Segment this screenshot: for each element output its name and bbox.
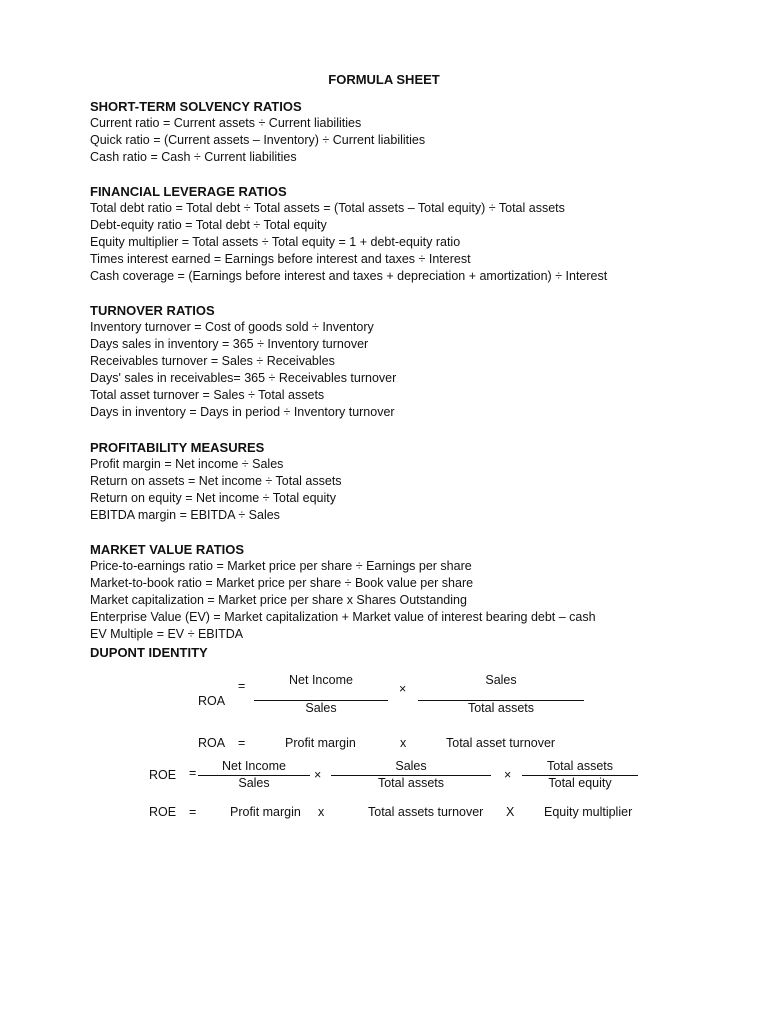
roe-denominator-total-assets: Total assets [377,776,444,790]
formula-line: Return on equity = Net income ÷ Total equity [90,491,337,505]
roa-equals-sign: = [238,736,246,750]
section-market-value [90,541,730,643]
section-short-term-solvency [90,98,730,166]
roe-denominator-sales: Sales [238,776,270,790]
formula-line: Total debt ratio = Total debt ÷ Total assets = (Total assets – Total equity) ÷ Total assets [90,201,565,215]
roa-total-asset-turnover: Total asset turnover [446,736,556,750]
roa-equals-sign: = [238,679,246,693]
formula-line: Receivables turnover = Sales ÷ Receivables [90,354,335,368]
roa-numerator-net-income: Net Income [289,673,353,687]
formula-line: Current ratio = Current assets ÷ Current liabilities [90,116,362,130]
section-financial-leverage [90,183,730,285]
formula-line: Cash coverage = (Earnings before interest and taxes + depreciation + amortization) ÷ Interest [90,269,608,283]
dupont-heading: DUPONT IDENTITY [90,645,208,660]
roe-times-sign: x [318,805,325,819]
section-heading: MARKET VALUE RATIOS [90,542,245,557]
formula-line: Debt-equity ratio = Total debt ÷ Total equity [90,218,327,232]
roe-total-assets-turnover: Total assets turnover [368,805,484,819]
roa-numerator-sales: Sales [485,673,517,687]
section-heading: FINANCIAL LEVERAGE RATIOS [90,184,287,199]
roe-equals-sign: = [189,805,197,819]
formula-line: Days' sales in receivables= 365 ÷ Receivables turnover [90,371,397,385]
section-heading: TURNOVER RATIOS [90,303,215,318]
roe-denominator-total-equity: Total equity [548,776,612,790]
formula-line: Enterprise Value (EV) = Market capitalization + Market value of interest bearing debt – cash [90,610,596,624]
formula-line: Days in inventory = Days in period ÷ Inventory turnover [90,405,395,419]
roe-label: ROE [149,805,177,819]
roa-denominator-total-assets: Total assets [467,701,534,715]
formula-line: EV Multiple = EV ÷ EBITDA [90,627,244,641]
formula-line: Profit margin = Net income ÷ Sales [90,457,284,471]
roa-times-sign: × [399,682,407,696]
formula-line: Quick ratio = (Current assets – Inventory) ÷ Current liabilities [90,133,426,147]
formula-line: Market-to-book ratio = Market price per share ÷ Book value per share [90,576,474,590]
roe-times-sign: X [506,805,515,819]
roa-denominator-sales: Sales [305,701,337,715]
formula-line: Cash ratio = Cash ÷ Current liabilities [90,150,297,164]
roe-numerator-net-income: Net Income [222,759,286,773]
roa-label: ROA [198,736,226,750]
roe-label: ROE [149,768,177,782]
roe-equity-multiplier: Equity multiplier [544,805,633,819]
formula-line: Inventory turnover = Cost of goods sold ÷ Inventory [90,320,374,334]
formula-line: Price-to-earnings ratio = Market price per share ÷ Earnings per share [90,559,472,573]
roe-equals-sign: = [189,766,197,780]
formula-line: Return on assets = Net income ÷ Total assets [90,474,342,488]
section-heading: PROFITABILITY MEASURES [90,440,265,455]
formula-line: Total asset turnover = Sales ÷ Total assets [90,388,325,402]
section-profitability [90,439,730,524]
roa-profit-margin: Profit margin [285,736,356,750]
formula-line: EBITDA margin = EBITDA ÷ Sales [90,508,280,522]
roa-label: ROA [198,694,226,708]
formula-line: Market capitalization = Market price per share x Shares Outstanding [90,593,467,607]
page-title: FORMULA SHEET [328,72,440,87]
section-turnover [90,302,730,421]
roe-numerator-total-assets: Total assets [546,759,613,773]
roe-times-sign: × [314,768,322,782]
formula-line: Times interest earned = Earnings before interest and taxes ÷ Interest [90,252,471,266]
roa-times-sign: x [400,736,407,750]
roe-times-sign: × [504,768,512,782]
roe-numerator-sales: Sales [395,759,427,773]
formula-line: Equity multiplier = Total assets ÷ Total equity = 1 + debt-equity ratio [90,235,461,249]
section-heading: SHORT-TERM SOLVENCY RATIOS [90,99,302,114]
roe-profit-margin: Profit margin [230,805,301,819]
formula-line: Days sales in inventory = 365 ÷ Inventory turnover [90,337,369,351]
